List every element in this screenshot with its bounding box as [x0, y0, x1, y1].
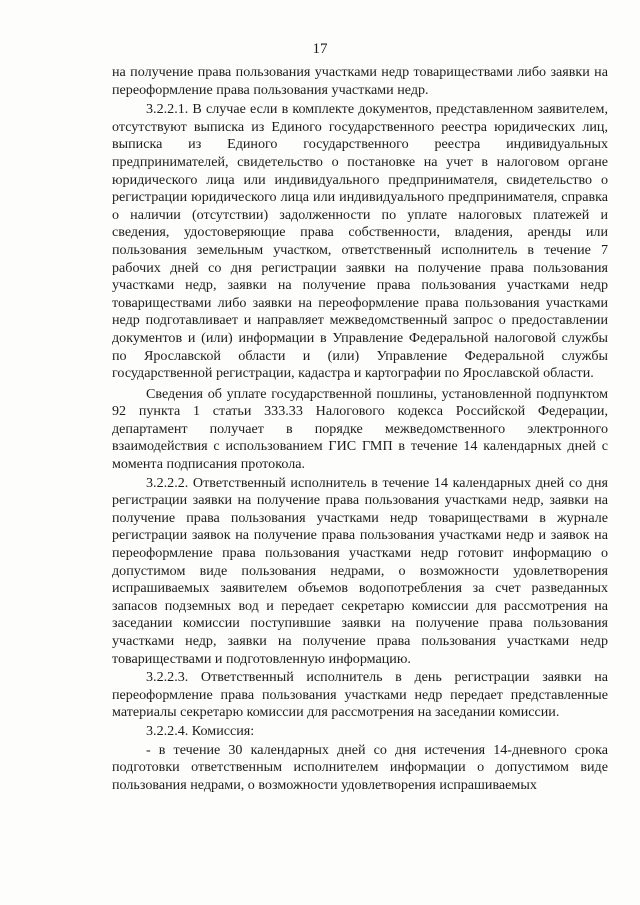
document-body [112, 64, 608, 794]
paragraph-3-2-2-2: 3.2.2.2. Ответственный исполнитель в течение 14 календарных дней со дня регистрации заявки на получение права пользования участками недр, заявки на получение права пользования участками недр товариществами в журнале регистрации заявок на получение права пользования участками недр и заявок на переоформление права пользования участками недр готовит информацию о допустимом виде пользования недрами, о возможности удовлетворения испрашиваемых заявителем объемов водопотребления за счет разведанных запасов подземных вод и передает секретарю комиссии для рассмотрения на заседании комиссии поступившие заявки на получение права пользования участками недр, заявки на получение права пользования участками недр товариществами и подготовленную информацию. [112, 474, 608, 667]
paragraph-3-2-2-4: 3.2.2.4. Комиссия: [146, 722, 255, 739]
paragraph-3-2-2-1: 3.2.2.1. В случае если в комплекте документов, представленном заявителем, отсутствуют выписка из Единого государственного реестра юридических лиц, выписка из Единого государственного реестра индивидуальных предпринимателей, свидетельство о постановке на учет в налоговом органе юридического лица или индивидуального предпринимателя, свидетельство о регистрации юридического лица или индивидуального предпринимателя, справка о наличии (отсутствии) задолженности по уплате налоговых платежей и сведения, удостоверяющие права собственности, владения, аренды или пользования земельным участком, ответственный исполнитель в течение 7 рабочих дней со дня регистрации заявки на получение права пользования участками недр, заявки на получение права пользования участками недр товариществами либо заявки на переоформление права пользования участками недр подготавливает и направляет межведомственный запрос о предоставлении документов и (или) информации в Управление Федеральной налоговой службы по Ярославской области и (или) Управление Федеральной службы государственной регистрации, кадастра и картографии по Ярославской области. [112, 101, 608, 382]
page-number: 17 [312, 41, 328, 57]
paragraph-continuation: на получение права пользования участками недр товариществами либо заявки на переоформление права пользования участками недр. [112, 64, 608, 98]
paragraph-commission-list-item: - в течение 30 календарных дней со дня истечения 14-дневного срока подготовки ответственным исполнителем информации о допустимом виде пользования недрами, о возможности удовлетворения испрашиваемых [112, 741, 608, 793]
paragraph-3-2-2-3: 3.2.2.3. Ответственный исполнитель в день регистрации заявки на переоформление права пользования участками недр передает представленные материалы секретарю комиссии для рассмотрения на заседании комиссии. [112, 669, 608, 721]
paragraph-state-fee: Сведения об уплате государственной пошлины, установленной подпунктом 92 пункта 1 статьи 333.33 Налогового кодекса Российской Федерации, департамент получает в порядке межведомственного электронного взаимодействия с использованием ГИС ГМП в течение 14 календарных дней с момента подписания протокола. [112, 385, 608, 473]
